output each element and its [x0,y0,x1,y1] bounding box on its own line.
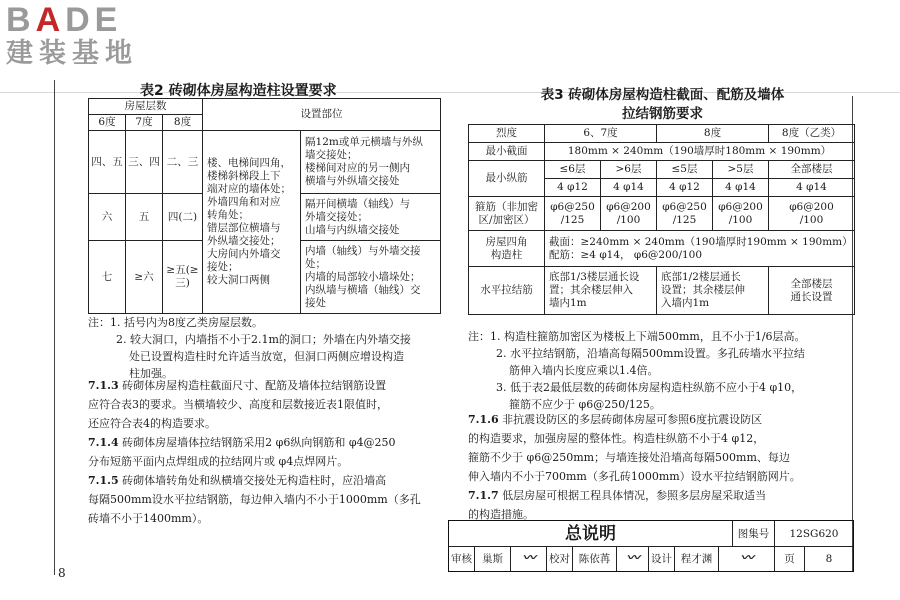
table2-cell: ≥五(≥三) [163,241,203,314]
table2-loc-line: 外墙交接处； [305,210,369,223]
clause-number: 7.1.6 [468,413,499,426]
table3-cell [601,197,657,231]
table3-cell-line: /100 [799,213,824,226]
table2-cell: 六 [89,194,126,241]
note-line: 箍筋不应少于 φ6@250/125。 [509,398,661,411]
table2-cell: 二、三 [163,131,203,194]
logo-letter: B [6,1,36,39]
clause-text: 砖砌体房屋墙体拉结钢筋采用2 φ6纵向钢筋和 φ4@250 [122,436,396,449]
clause-7-1-3 [88,376,421,395]
table3-label: 最小截面 [469,143,545,161]
table3-cell-line: φ6@200 [718,200,763,213]
clause-7-1-5 [88,471,421,490]
page-label: 页 [775,547,805,571]
table3-cell-line: 底部1/2楼层通长 [661,271,741,283]
table3-cell: 180mm × 240mm（190墙厚时180mm × 190mm） [545,143,855,161]
table3-cell-line: φ6@250 [550,200,595,213]
table3-label: 水平拉结筋 [469,267,545,315]
table2 [88,98,441,314]
table2-common-location [203,131,301,314]
note-line: 2. 水平拉结钢筋，沿墙高每隔500mm设置。多孔砖墙水平拉结 [496,347,805,360]
right-clauses [468,410,801,524]
table2-common-line: 转角处； [207,209,250,221]
table3-cell [545,231,855,267]
designer-signature: 〰 [719,547,775,571]
table3-cell: 8度 [657,125,769,143]
table3-cell [657,197,713,231]
table3-cell-line: 底部1/3楼层通长设 [549,271,640,283]
clause-text: 的构造措施。 [468,508,534,521]
table3 [468,124,855,315]
table3-cell-line: 置；其余楼层伸入 [549,284,633,296]
reviewer-name: 巢斯 [475,547,511,571]
atlas-label: 图集号 [733,521,775,546]
title-block [448,520,854,572]
table2-loc-line: 山墙与内纵墙交接处 [305,223,400,236]
designer-name: 程才渊 [675,547,719,571]
note-line: 筋伸入墙内长度应乘以1.4倍。 [509,364,659,377]
checker-signature: 〰 [617,547,649,571]
table3-title-line: 表3 砖砌体房屋构造柱截面、配筋及墙体 [540,87,785,103]
table3-cell-line: 入墙内1m [661,297,710,309]
table3-cell-line: /100 [728,213,753,226]
table2-loc-line: 处； [305,257,327,270]
table2-loc-line: 接处 [305,296,327,309]
table3-cell [657,267,769,315]
clause-text: 分布短筋平面内点焊组成的拉结网片或 φ4点焊网片。 [88,455,349,468]
title-block-row1 [449,521,853,547]
table3-cell: 4 φ14 [713,179,769,197]
clause-text: 应符合表3的要求。当横墙较少、高度和层数接近表1限值时， [88,398,388,411]
table3-cell: >6层 [601,161,657,179]
table3-title-line: 拉结钢筋要求 [622,106,703,122]
table3-label [469,197,545,231]
table2-header-group: 房屋层数 [89,99,203,115]
logo-wordmark [6,2,138,38]
logo-letters: DE [65,1,123,39]
table2-cell: ≥六 [126,241,163,314]
table2-common-line: 楼、电梯间四角， [207,157,292,169]
table3-label: 烈度 [469,125,545,143]
table3-cell: >5层 [713,161,769,179]
table2-common-line: 大房间内外墙交 [207,248,281,260]
table2-loc-line: 隔开间横墙（轴线）与 [305,197,411,210]
clause-text: 每隔500mm设水平拉结钢筋，每边伸入墙内不小于1000mm（多孔 [88,493,421,506]
table2-notes [88,314,411,382]
table3-label-line: 构造柱 [490,248,523,261]
check-label: 校对 [547,547,573,571]
table2-loc-line: 内墙（轴线）与外墙交接 [305,244,421,257]
table3-cell-line: φ6@200 [789,200,834,213]
table2-common-line: 接处； [207,261,239,273]
page-frame-left [54,80,55,575]
table2-cell: 三、四 [126,131,163,194]
atlas-number: 12SG620 [789,528,839,540]
table3-cell-line: 截面：≥240mm × 240mm（190墙厚时190mm × 190mm） [549,235,853,248]
table2-loc-line: 墙交接处； [305,149,358,161]
table3-notes [468,328,806,413]
reviewer-signature: 〰 [511,547,547,571]
table2-title: 表2 砖砌体房屋构造柱设置要求 [140,83,337,99]
left-clauses [88,376,421,528]
table2-loc-line: 横墙与外纵墙交接处 [305,175,400,187]
table3-cell-line: 全部楼层 [790,277,833,290]
table2-row1-location [301,131,441,194]
design-label: 设计 [649,547,675,571]
table3-cell-line: /125 [560,213,585,226]
table3-cell: ≤5层 [657,161,713,179]
clause-text: 箍筋不少于 φ6@250mm；与墙连接处沿墙高每隔500mm、每边 [468,451,790,464]
bade-logo [6,2,138,68]
note-line: 注：1. 构造柱箍筋加密区为楼板上下端500mm，且不小于1/6层高。 [468,330,806,343]
note-line: 3. 低于表2最低层数的砖砌体房屋构造柱纵筋不应小于4 φ10， [496,381,803,394]
table3-cell-line: /100 [616,213,641,226]
table3-label-line: 箍筋（非加密 [475,200,538,213]
table3-cell-line: φ6@200 [606,200,651,213]
table3-label: 最小纵筋 [469,161,545,197]
table2-header-6: 6度 [89,115,126,131]
table2-loc-line: 内纵墙与横墙（轴线）交 [305,283,421,296]
note-line: 柱加强。 [129,367,173,380]
table2-common-line: 外纵墙交接处； [207,235,281,247]
clause-text: 还应符合表4的构造要求。 [88,417,216,430]
table3-cell-line: /125 [672,213,697,226]
clause-number: 7.1.4 [88,436,119,449]
table3-cell-line: 通长设置 [790,290,833,303]
clause-text: 砖墙不小于1400mm）。 [88,512,209,525]
clause-text: 低层房屋可根据工程具体情况，参照多层房屋采取适当 [502,489,767,502]
clause-number: 7.1.5 [88,474,119,487]
table2-common-line: 端对应的墙体处； [207,183,292,195]
clause-7-1-4 [88,433,421,452]
note-line: 注：1. 括号内为8度乙类房屋层数。 [88,316,263,329]
table2-common-line: 外墙四角和对应 [207,196,281,208]
table3-title [470,86,855,124]
table3-cell-line: 设置；其余楼层伸 [661,284,745,296]
logo-chinese: 建装基地 [6,38,138,68]
clause-7-1-7 [468,486,801,505]
table3-cell [769,197,855,231]
table2-header-7: 7度 [126,115,163,131]
table2-common-line: 楼梯斜梯段上下 [207,170,281,182]
table2-common-line: 错层部位横墙与 [207,222,281,234]
clause-text: 的构造要求，加强房屋的整体性。构造柱纵筋不小于4 φ12， [468,432,765,445]
page-number-left: 8 [58,566,66,580]
review-label: 审核 [449,547,475,571]
logo-letter-accent: A [35,1,66,39]
table3-cell-line: φ6@250 [662,200,707,213]
table3-cell-line: 墙内1m [549,297,587,309]
clause-text: 非抗震设防区的多层砖砌体房屋可参照6度抗震设防区 [502,413,763,426]
table2-cell: 四、五 [89,131,126,194]
clause-number: 7.1.3 [88,379,119,392]
table3-cell: 4 φ12 [657,179,713,197]
table2-header-8: 8度 [163,115,203,131]
clause-text: 砖砌体墙转角处和纵横墙交接处无构造柱时，应沿墙高 [122,474,387,487]
table3-cell: 6、7度 [545,125,657,143]
table3-cell: ≤6层 [545,161,601,179]
note-line: 处已设置构造柱时允许适当放宽，但洞口两侧应增设构造 [129,350,404,363]
table3-cell [769,267,855,315]
table2-loc-line: 隔12m或单元横墙与外纵 [305,136,423,148]
note-line: 2. 较大洞口，内墙指不小于2.1m的洞口；外墙在内外墙交接 [116,333,411,346]
table2-header-location: 设置部位 [203,99,441,131]
table3-label-line: 房屋四角 [485,235,528,248]
table3-cell [545,197,601,231]
clause-text: 砖砌体房屋构造柱截面尺寸、配筋及墙体拉结钢筋设置 [122,379,387,392]
table3-cell: 4 φ14 [601,179,657,197]
table2-cell: 五 [126,194,163,241]
table2-cell: 七 [89,241,126,314]
table2-loc-line: 内墙的局部较小墙垛处； [305,270,421,283]
table2-row2-location [301,194,441,241]
page-number: 8 [825,553,833,565]
table3-cell [713,197,769,231]
table3-cell-line: 配筋：≥4 φ14， φ6@200/100 [549,248,703,261]
table3-cell: 全部楼层 [769,161,855,179]
table2-loc-line: 楼梯间对应的另一侧内 [305,162,411,174]
clause-text: 伸入墙内不小于700mm（多孔砖1000mm）设水平拉结钢筋网片。 [468,470,801,483]
table2-cell: 四(二) [163,194,203,241]
table2-row3-location [301,241,441,314]
checker-name: 陈依苒 [573,547,617,571]
table3-cell: 4 φ12 [545,179,601,197]
table2-common-line: 较大洞口两侧 [207,274,271,286]
clause-7-1-6 [468,410,801,429]
table3-label-line: 区/加密区） [478,213,535,226]
title-block-row2 [449,547,853,571]
clause-number: 7.1.7 [468,489,499,502]
table3-label [469,231,545,267]
table3-cell [545,267,657,315]
table3-cell: 4 φ14 [769,179,855,197]
drawing-title: 总说明 [449,521,733,547]
table3-cell: 8度（乙类） [769,125,855,143]
